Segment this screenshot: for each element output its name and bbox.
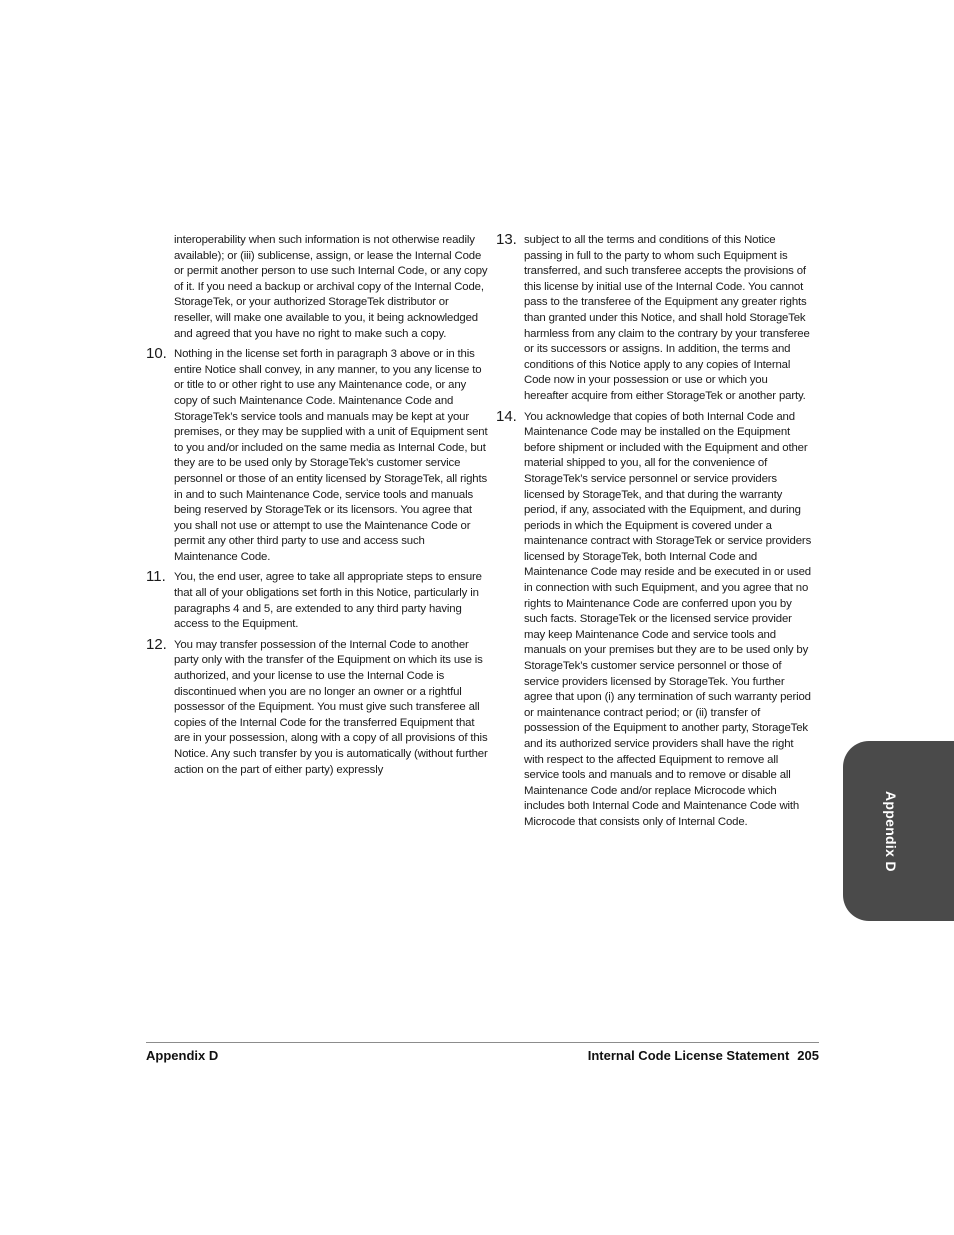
footer-running-title [588,1048,819,1063]
footer-divider [146,1042,819,1043]
item-text: You may transfer possession of the Internal Code to another party only with the transfer of the Equipment on which its use is authorized, and your license to use the Internal Code is discontinued when you are no longer an owner or a rightful possessor of the Equipment. You must give such transferee all copies of the Internal Code for the transferred Equipment that are in your possession, along with a copy of all provisions of this Notice. Any such transfer by you is automatically (without further action on the part of either party) expressly [174,638,488,776]
item-number: 11. [146,568,166,586]
item-text: You, the end user, agree to take all appropriate steps to ensure that all of your obligations set forth in this Notice, particularly in paragraphs 4 and 5, are extended to any third party having access to the Equipment. [174,571,482,631]
page-number: 205 [797,1048,819,1063]
item-text: You acknowledge that copies of both Internal Code and Maintenance Code may be installed on the Equipment before shipment or included with the Equipment and other material shipped to you, all for the convenience of StorageTek’s service personnel or service providers licensed by StorageTek, and that during the warranty period, if any, associated with the Equipment, and during periods in which the Equipment is covered under a maintenance contract with StorageTek or service providers licensed by StorageTek, both Internal Code and Maintenance Code may reside and be executed in or used in connection with such Equipment, and you agree that no rights to Maintenance Code are conferred upon you by such facts. StorageTek or the licensed service provider may keep Maintenance Code and service tools and manuals on your premises but they are to be used only by StorageTek’s customer service personnel or those of service providers licensed by StorageTek. You further agree that upon (i) any termination of such warranty period or maintenance contract period; or (ii) transfer of possession of the Equipment to another party, StorageTek and its authorized service providers shall have the right with respect to the affected Equipment to remove all service tools and manuals and to remove or disable all Maintenance Code and/or replace Microcode which includes both Internal Code and Maintenance Code with Microcode that consists only of Internal Code. [524,410,812,828]
list-item-14 [496,407,812,831]
continuation-text: interoperability when such information is not otherwise readily available); or (iii) sublicense, assign, or lease the Internal Code or permit another person to use such Internal Code, or any copy of it. If you need a backup or archival copy of the Internal Code, StorageTek, or your authorized StorageTek distributor or reseller, will make one available to you, it being acknowledged and agreed that you have no right to make such a copy. [174,234,488,340]
side-tab-label: Appendix D [883,791,899,872]
item-text: subject to all the terms and conditions of this Notice passing in full to the party to whom such Equipment is transferred, and such transferee accepts the provisions of this license by initial use of the Internal Code. You cannot pass to the transferee of the Equipment any greater rights than granted under this Notice, and shall hold StorageTek harmless from any claim to the contrary by your transferee or its successors or assigns. In addition, the terms and conditions of this Notice apply to any copies of Internal Code now in your possession or use or which you hereafter acquire from either StorageTek or another party. [524,234,810,402]
footer-section-label: Appendix D [146,1048,219,1063]
list-item-11 [146,570,488,632]
item-number: 10. [146,345,167,363]
footer-title: Internal Code License Statement [587,1048,790,1063]
item-text: Nothing in the license set forth in paragraph 3 above or in this entire Notice shall convey, in any manner, to you any license to or title to or other right to use any Maintenance code, or any copy of such Maintenance Code. Maintenance Code and StorageTek’s service tools and manuals may be kept at your premises, or they may be supplied with a unit of Equipment sent to you and/or included on the same media as Internal Code, but they are to be used only by StorageTek’s customer service personnel or those of an entity licensed by StorageTek, all rights in and to such Maintenance Code, service tools and manuals being reserved by StorageTek or its licensors. You agree that you shall not use or attempt to use the Maintenance Code or permit any other third party to use and access such Maintenance Code. [174,348,488,563]
list-item-12 [146,635,488,778]
item-number: 13. [496,231,517,248]
right-column [496,233,812,836]
item-number: 14. [496,407,517,425]
list-item-10 [146,347,488,565]
appendix-side-tab [843,741,954,921]
item-number: 12. [146,635,167,653]
list-item-13 [496,233,812,405]
continuation-paragraph [146,233,488,342]
left-column [146,233,488,783]
